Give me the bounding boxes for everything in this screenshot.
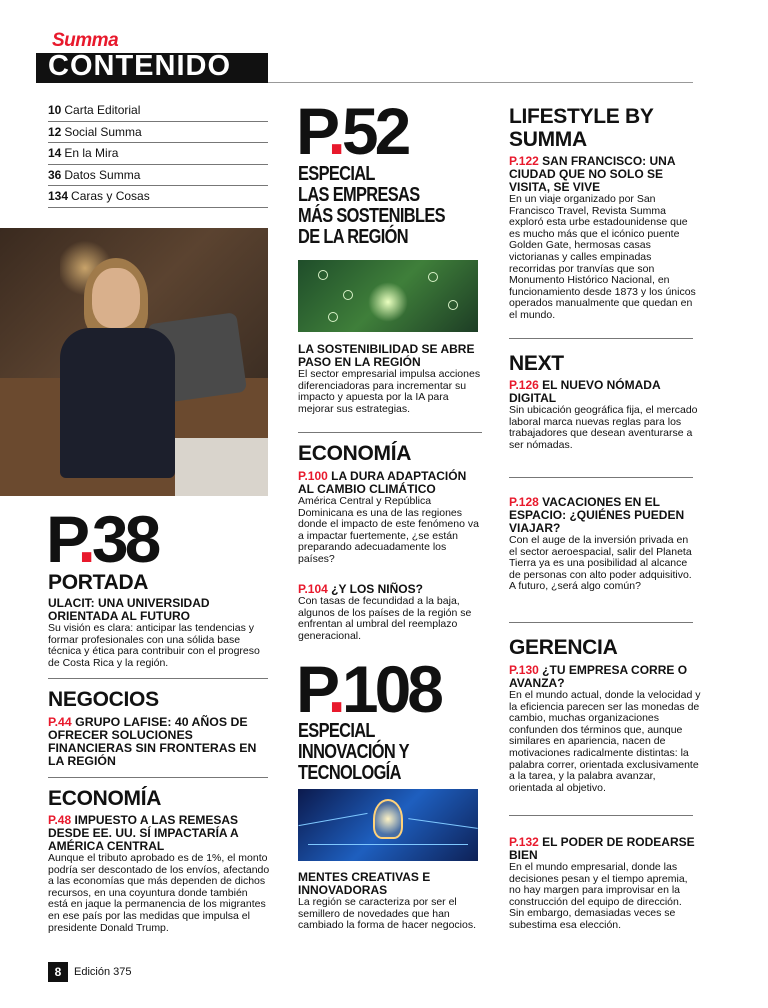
portada-page-number[interactable]: [46, 502, 158, 576]
glow: [368, 282, 408, 322]
especial-sostenibles-page-number[interactable]: [296, 94, 408, 168]
footer-page-number: 8: [48, 962, 68, 982]
toc-item[interactable]: [48, 143, 268, 165]
toc-page-number: 134: [48, 189, 69, 203]
eco-icon: [343, 290, 353, 300]
economia-story[interactable]: [48, 814, 270, 934]
page-title: CONTENIDO: [48, 50, 231, 82]
p-dot: .: [327, 652, 342, 726]
toc-page-number: 14: [48, 146, 62, 160]
story-page-ref: P.48: [48, 813, 72, 827]
toc-label: Caras y Cosas: [71, 189, 150, 203]
story-body: Su visión es clara: anticipar las tendencias y formar profesionales con una sólida base técnica y ética para contribuir con el progreso de Costa Rica y la región.: [48, 622, 260, 669]
economia-heading: ECONOMÍA: [48, 787, 162, 810]
toc-page-number: 12: [48, 124, 62, 139]
story-page-ref: P.44: [48, 715, 72, 729]
next-story-126[interactable]: [509, 379, 699, 451]
especial-innovacion-heading: [298, 721, 487, 784]
heading-line: LIFESTYLE BY: [509, 105, 654, 128]
story-body: Con el auge de la inversión privada en el sector aeroespacial, salir del Planeta Tierra ya es una posibilidad al alcance de personas con alto poder adquisitivo. A futuro, ¿será algo común?: [509, 534, 692, 593]
story-title: EL NUEVO NÓMADA DIGITAL: [509, 378, 661, 405]
story-page-ref: P.130: [509, 663, 539, 677]
light-ray: [408, 818, 477, 829]
divider: [509, 338, 693, 339]
story-title: GRUPO LAFISE: 40 AÑOS DE OFRECER SOLUCIONES FINANCIERAS SIN FRONTERAS EN LA REGIÓN: [48, 715, 257, 768]
story-title: MENTES CREATIVAS E INNOVADORAS: [298, 870, 431, 897]
story-body: En el mundo empresarial, donde las decisiones pesan y el tiempo apremia, no hay margen para improvisar en la construcción del equipo de dirección. Sin embargo, demasiadas veces se subestima esa elección.: [509, 861, 688, 931]
toc-label: Carta Editorial: [64, 103, 141, 117]
divider: [298, 432, 482, 433]
story-page-ref: P.126: [509, 378, 539, 392]
story-page-ref: P.104: [298, 582, 328, 596]
heading-line: MÁS SOSTENIBLES: [298, 205, 445, 227]
especial-sostenibles-heading: [298, 164, 487, 248]
story-body: Aunque el tributo aprobado es de 1%, el monto podría ser descontado de los envíos, afectando a las economías que más dependen de dichos recursos, en una coyuntura donde también está en jaque la permanencia de los migrantes en ese país por las medidas que impulsa el presidente Donald Trump.: [48, 852, 270, 934]
heading-line: LAS EMPRESAS: [298, 184, 420, 206]
light-ray: [298, 813, 367, 826]
heading-line: INNOVACIÓN Y: [298, 741, 409, 763]
story-page-ref: P.100: [298, 469, 328, 483]
story-title: IMPUESTO A LAS REMESAS DESDE EE. UU. SÍ IMPACTARÍA A AMÉRICA CENTRAL: [48, 813, 239, 853]
sustainability-image[interactable]: [298, 260, 478, 332]
lightbulb-icon: [373, 799, 403, 839]
p-num: 108: [341, 652, 440, 726]
p-num: 38: [91, 502, 158, 576]
innovation-image[interactable]: [298, 789, 478, 861]
story-title: LA DURA ADAPTACIÓN AL CAMBIO CLIMÁTICO: [298, 469, 467, 496]
toc-label: En la Mira: [64, 146, 119, 160]
story-title: EL PODER DE RODEARSE BIEN: [509, 835, 695, 862]
story-title: SAN FRANCISCO: UNA CIUDAD QUE NO SOLO SE VISITA, SE VIVE: [509, 154, 676, 194]
brand-logo: Summa: [52, 30, 119, 51]
footer-edition: Edición 375: [74, 966, 132, 978]
story-title: ¿Y LOS NIÑOS?: [331, 582, 423, 596]
person-jacket: [60, 328, 175, 478]
divider: [509, 477, 693, 478]
story-body: Con tasas de fecundidad a la baja, algunos de los países de la región se enfrentan al umbral del reemplazo generacional.: [298, 595, 472, 642]
story-body: En un viaje organizado por San Francisco Travel, Revista Summa exploró esta urbe estadounidense que es mucho más que el icónico puente Golden Gate, hermosas casas victorianas y calles empinadas recorridas por tranvías que son Monumento Histórico Nacional, en funcionamiento desde 1873 y los únicos operados manualmente que quedan en el mundo.: [509, 193, 696, 321]
next-heading: NEXT: [509, 352, 564, 375]
divider: [48, 678, 268, 679]
toc-list: [48, 100, 268, 208]
gerencia-heading: GERENCIA: [509, 636, 618, 659]
heading-line: ESPECIAL: [298, 720, 375, 742]
toc-page-number: 36: [48, 167, 62, 182]
toc-label: Datos Summa: [64, 167, 141, 182]
sostenibilidad-story[interactable]: [298, 343, 483, 415]
gerencia-story-132[interactable]: [509, 836, 699, 932]
lifestyle-heading: [509, 105, 654, 151]
especial-innovacion-page-number[interactable]: [296, 652, 440, 726]
economia-mid-heading: ECONOMÍA: [298, 442, 412, 465]
story-body: El sector empresarial impulsa acciones diferenciadoras para incrementar su impacto y apuesta por la IA para mejorar sus estrategias.: [298, 368, 481, 415]
toc-label: Social Summa: [64, 124, 142, 139]
divider: [509, 815, 693, 816]
story-body: América Central y República Dominicana es una de las regiones donde el impacto de este fenómeno va a impactar fuertemente, ¿se están preparando adecuadamente los países?: [298, 495, 479, 565]
portada-story[interactable]: [48, 597, 270, 669]
light-ray: [308, 844, 468, 845]
p-letter: P: [296, 94, 328, 168]
next-story-128[interactable]: [509, 496, 699, 593]
eco-icon: [448, 300, 458, 310]
story-title: ULACIT: UNA UNIVERSIDAD ORIENTADA AL FUTURO: [48, 596, 210, 623]
p-letter: P: [296, 652, 328, 726]
story-title: ¿TU EMPRESA CORRE O AVANZA?: [509, 663, 688, 690]
story-page-ref: P.122: [509, 154, 539, 168]
heading-line: SUMMA: [509, 128, 587, 151]
person-face: [92, 268, 140, 328]
lifestyle-story[interactable]: [509, 155, 699, 322]
heading-line: ESPECIAL: [298, 163, 375, 185]
p-num: 52: [341, 94, 408, 168]
innovacion-story[interactable]: [298, 871, 483, 932]
story-body: La región se caracteriza por ser el semillero de novedades que han cambiado la forma de hacer negocios.: [298, 896, 477, 932]
story-title: VACACIONES EN EL ESPACIO: ¿QUIÉNES PUEDEN VIAJAR?: [509, 495, 685, 535]
p-letter: P: [46, 502, 78, 576]
story-body: Sin ubicación geográfica fija, el mercado laboral marca nuevas reglas para los trabajadores que desean aventurarse a ser nómadas.: [509, 404, 698, 451]
toc-item[interactable]: [48, 100, 268, 122]
eco-icon: [328, 312, 338, 322]
header-divider: [268, 82, 693, 83]
economia-story-100[interactable]: [298, 470, 484, 566]
divider: [509, 622, 693, 623]
toc-item[interactable]: [48, 186, 268, 208]
divider: [48, 777, 268, 778]
heading-line: DE LA REGIÓN: [298, 226, 408, 248]
story-title: LA SOSTENIBILIDAD SE ABRE PASO EN LA REGIÓN: [298, 342, 475, 369]
p-dot: .: [327, 94, 342, 168]
portada-heading: PORTADA: [48, 571, 149, 594]
story-body: En el mundo actual, donde la velocidad y la eficiencia parecen ser las monedas de cambio, muchas organizaciones confunden dos términos que, aunque similares en apariencia, nacen de motivaciones radicalmente distintas: la palabra correr, orientada exclusivamente a la tarea, y la palabra avanzar, orientada al objetivo.: [509, 689, 701, 794]
story-page-ref: P.128: [509, 495, 539, 509]
toc-page-number: 10: [48, 103, 62, 117]
negocios-story[interactable]: [48, 716, 270, 768]
eco-icon: [318, 270, 328, 280]
negocios-heading: NEGOCIOS: [48, 688, 159, 711]
story-page-ref: P.132: [509, 835, 539, 849]
economia-story-104[interactable]: [298, 583, 484, 642]
toc-item[interactable]: [48, 122, 268, 144]
toc-item[interactable]: [48, 165, 268, 187]
gerencia-story-130[interactable]: [509, 664, 701, 794]
cover-photo[interactable]: [0, 228, 268, 496]
p-dot: .: [77, 502, 92, 576]
heading-line: TECNOLOGÍA: [298, 762, 401, 784]
eco-icon: [428, 272, 438, 282]
side-table: [175, 438, 268, 496]
